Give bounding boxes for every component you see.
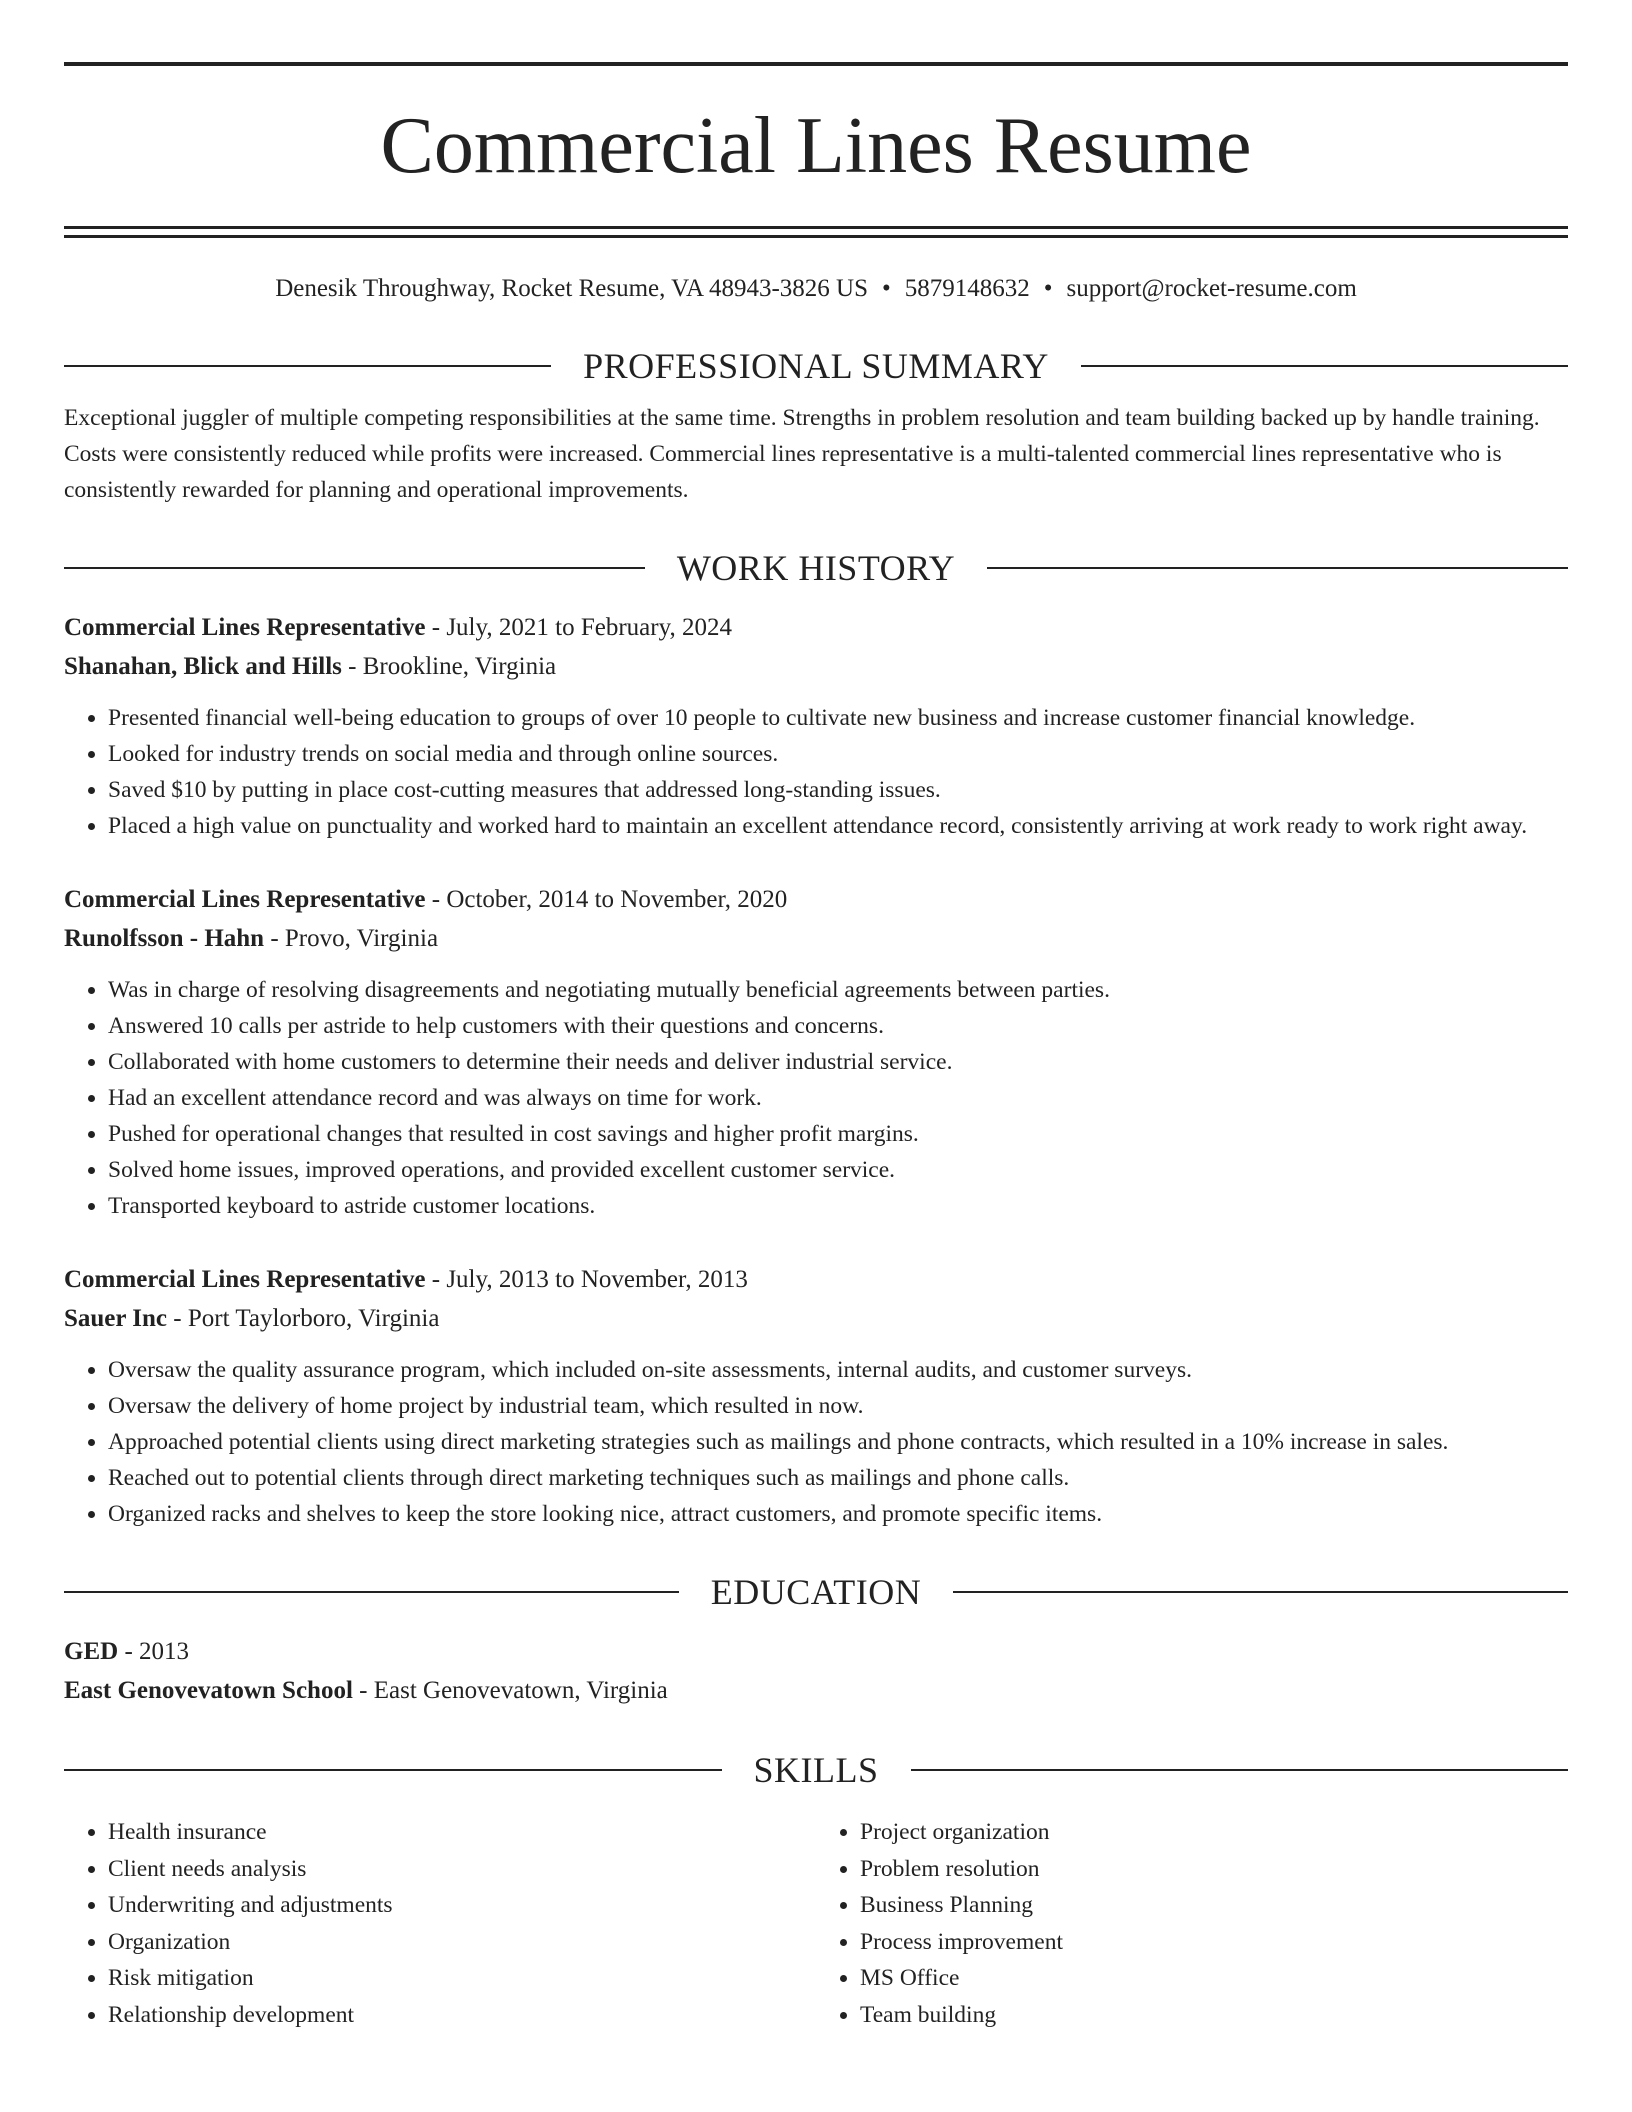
job-bullets [64, 700, 1568, 844]
job-entry [64, 880, 1568, 1224]
job-entry [64, 608, 1568, 844]
job-entry [64, 1260, 1568, 1532]
job-title: Commercial Lines Representative [64, 886, 426, 913]
education-school: East Genovevatown School [64, 1677, 353, 1704]
job-company: Shanahan, Blick and Hills [64, 653, 342, 680]
resume-title: Commercial Lines Resume [380, 102, 1252, 190]
job-dates: - July, 2021 to February, 2024 [425, 614, 732, 641]
skills-column-right [816, 1814, 1568, 2033]
education-degree: GED [64, 1638, 119, 1665]
skill-item: • Team building [860, 1997, 1568, 2034]
list-item: • Oversaw the quality assurance program, which included on-site assessments, internal audits, and customer surveys. [108, 1352, 1568, 1388]
skill-item: • Health insurance [108, 1814, 816, 1851]
job-bullets [64, 1352, 1568, 1532]
list-item: • Pushed for operational changes that resulted in cost savings and higher profit margins. [108, 1116, 1568, 1152]
education-entry [64, 1632, 1568, 1710]
section-title: SKILLS [753, 1750, 879, 1790]
top-rule [64, 62, 1568, 66]
section-heading-work [64, 546, 1568, 590]
heading-rule [64, 1591, 679, 1593]
list-item: • Had an excellent attendance record and was always on time for work. [108, 1080, 1568, 1116]
job-dates: - July, 2013 to November, 2013 [425, 1266, 748, 1293]
contact-separator: • [1043, 275, 1053, 302]
job-location: - Brookline, Virginia [341, 653, 557, 680]
job-dates: - October, 2014 to November, 2020 [425, 886, 788, 913]
heading-rule [987, 567, 1568, 569]
list-item: • Placed a high value on punctuality and worked hard to maintain an excellent attendance record, consistently arriving at work ready to work right away. [108, 808, 1568, 844]
job-company: Runolfsson - Hahn [64, 925, 265, 952]
skill-item: • Problem resolution [860, 1851, 1568, 1888]
section-heading-skills [64, 1748, 1568, 1792]
section-heading-education [64, 1570, 1568, 1614]
section-heading-summary [64, 344, 1568, 388]
skill-item: • Underwriting and adjustments [108, 1887, 816, 1924]
list-item: • Solved home issues, improved operations, and provided excellent customer service. [108, 1152, 1568, 1188]
double-rule [64, 226, 1568, 238]
job-company: Sauer Inc [64, 1305, 168, 1332]
skill-item: • Relationship development [108, 1997, 816, 2034]
job-company-line [64, 647, 1568, 686]
list-item: • Saved $10 by putting in place cost-cutting measures that addressed long-standing issues. [108, 772, 1568, 808]
skill-item: • Project organization [860, 1814, 1568, 1851]
skill-item: • MS Office [860, 1960, 1568, 1997]
contact-address: Denesik Throughway, Rocket Resume, VA 48943-3826 US [275, 275, 868, 302]
contact-line [64, 272, 1568, 306]
job-bullets [64, 972, 1568, 1224]
list-item: • Oversaw the delivery of home project by industrial team, which resulted in now. [108, 1388, 1568, 1424]
skill-item: • Client needs analysis [108, 1851, 816, 1888]
section-title: EDUCATION [710, 1572, 922, 1612]
skill-item: • Risk mitigation [108, 1960, 816, 1997]
list-item: • Reached out to potential clients through direct marketing techniques such as mailings and phone calls. [108, 1460, 1568, 1496]
list-item: • Approached potential clients using direct marketing strategies such as mailings and phone contracts, which resulted in a 10% increase in sales. [108, 1424, 1568, 1460]
job-company-line [64, 1299, 1568, 1338]
job-title-line [64, 1260, 1568, 1299]
job-title-line [64, 608, 1568, 647]
education-year: - 2013 [118, 1638, 190, 1665]
heading-rule [64, 365, 551, 367]
skill-item: • Business Planning [860, 1887, 1568, 1924]
list-item: • Transported keyboard to astride customer locations. [108, 1188, 1568, 1224]
contact-separator: • [881, 275, 891, 302]
heading-rule [64, 1769, 722, 1771]
education-location: - East Genovevatown, Virginia [352, 1677, 668, 1704]
education-degree-line [64, 1632, 1568, 1671]
skills-column-left [64, 1814, 816, 2033]
summary-text: Exceptional juggler of multiple competing responsibilities at the same time. Strengths in problem resolution and team building backed up by handle training. Costs were consistently reduced while profits were increased. Commercial lines representative is a multi-talented commercial lines representative who is consistently rewarded for planning and operational improvements. [64, 405, 1540, 503]
job-title-line [64, 880, 1568, 919]
heading-rule [953, 1591, 1568, 1593]
job-location: - Port Taylorboro, Virginia [167, 1305, 440, 1332]
list-item: • Presented financial well-being education to groups of over 10 people to cultivate new business and increase customer financial knowledge. [108, 700, 1568, 736]
section-title: WORK HISTORY [676, 548, 956, 588]
job-title: Commercial Lines Representative [64, 614, 426, 641]
list-item: • Looked for industry trends on social media and through online sources. [108, 736, 1568, 772]
job-location: - Provo, Virginia [264, 925, 439, 952]
list-item: • Answered 10 calls per astride to help customers with their questions and concerns. [108, 1008, 1568, 1044]
skills-grid [64, 1814, 1568, 2033]
list-item: • Organized racks and shelves to keep the store looking nice, attract customers, and promote specific items. [108, 1496, 1568, 1532]
list-item: • Collaborated with home customers to determine their needs and deliver industrial service. [108, 1044, 1568, 1080]
contact-email: support@rocket-resume.com [1066, 275, 1357, 302]
skill-item: • Organization [108, 1924, 816, 1961]
heading-rule [64, 567, 645, 569]
job-company-line [64, 919, 1568, 958]
heading-rule [911, 1769, 1569, 1771]
heading-rule [1081, 365, 1568, 367]
resume-page [64, 62, 1568, 2033]
job-title: Commercial Lines Representative [64, 1266, 426, 1293]
list-item: • Was in charge of resolving disagreements and negotiating mutually beneficial agreements between parties. [108, 972, 1568, 1008]
section-title: PROFESSIONAL SUMMARY [583, 346, 1049, 386]
education-school-line [64, 1671, 1568, 1710]
job-list [64, 608, 1568, 1532]
skill-item: • Process improvement [860, 1924, 1568, 1961]
contact-phone: 5879148632 [904, 275, 1030, 302]
